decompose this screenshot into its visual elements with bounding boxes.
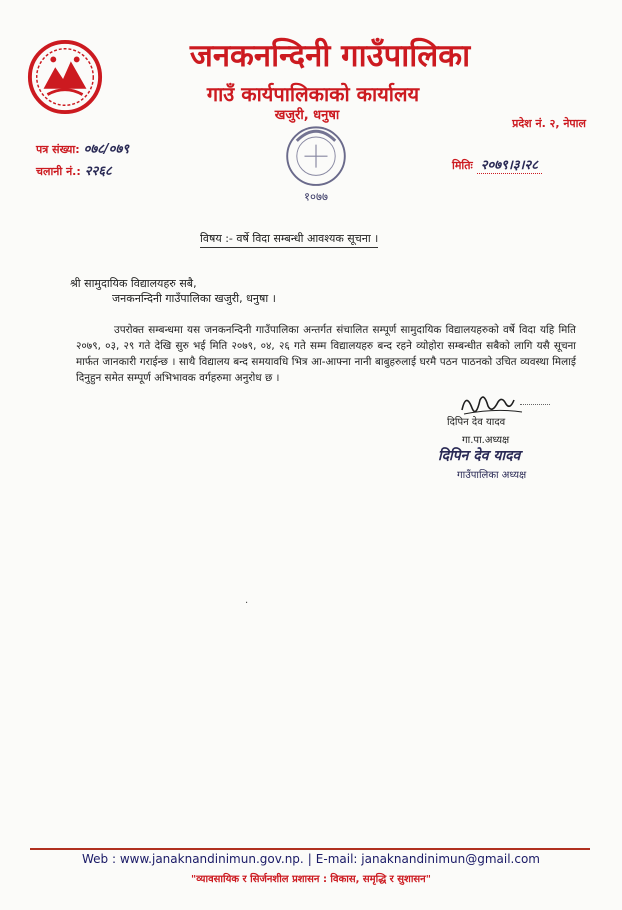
date-label: मितिः xyxy=(452,159,473,172)
letter-body-text: उपरोक्त सम्बन्धमा यस जनकनन्दिनी गाउँपालिका अन्तर्गत संचालित सम्पूर्ण सामुदायिक विद्यालयहरुको वर्षे विदा यहि मिति २०७९, ०३, २९ गते देखि सुरु भई मिति २०७९, ०४, २६ गते सम्म विद्यालयहरु बन्द रहने व्योहोरा सम्बन्धीत सबैको लागि यसै सूचना मार्फत जानकारी गराईन्छ । साथै विद्यालय बन्द समयावधि भित्र आ-आफ्ना नानी बाबुहरुलाई घरमै पठन पाठनको उचित व्यवस्था मिलाई दिनुहुन समेत सम्पूर्ण अभिभावक वर्गहरुमा अनुरोध छ । xyxy=(76,324,576,384)
footer-divider xyxy=(30,848,590,850)
patra-sankhya-value: ०७८/०७९ xyxy=(83,142,129,157)
letterhead-province: प्रदेश नं. २, नेपाल xyxy=(512,117,586,130)
footer-motto: "व्यावसायिक र सिर्जनशील प्रशासन : विकास, समृद्धि र सुशासन" xyxy=(191,874,431,885)
letterhead-title: जनकनन्दिनी गाउँपालिका xyxy=(189,38,471,74)
addressee-line-1: श्री सामुदायिक विद्यालयहरु सबै, xyxy=(70,277,197,290)
signatory-name: दिपिन देव यादव xyxy=(447,417,506,428)
letterhead-subtitle: गाउँ कार्यपालिकाको कार्यालय xyxy=(206,82,420,106)
office-stamp-icon xyxy=(268,112,364,208)
letter-body xyxy=(76,322,576,386)
letterhead-place: खजुरी, धनुषा xyxy=(274,108,340,123)
seal-signatory-role: गाउँपालिका अध्यक्ष xyxy=(457,470,527,481)
date-row xyxy=(452,155,542,173)
signature-dots xyxy=(520,404,550,405)
footer-email[interactable]: E-mail: janaknandinimun@gmail.com xyxy=(315,852,540,866)
date-value: २०७९।३।२८ xyxy=(477,158,542,174)
chalani-row xyxy=(36,161,112,179)
footer-contact xyxy=(0,852,622,866)
scan-speck: · xyxy=(245,598,249,609)
addressee-line-2: जनकनन्दिनी गाउँपालिका खजुरी, धनुषा । xyxy=(112,292,276,305)
chalani-label: चलानी नं.: xyxy=(36,165,81,178)
patra-sankhya-row xyxy=(36,139,129,157)
letter-subject: विषय :- वर्षे विदा सम्बन्धी आवश्यक सूचना । xyxy=(200,231,378,248)
seal-signatory-name: दिपिन देव यादव xyxy=(438,448,521,464)
signatory-role: गा.पा.अध्यक्ष xyxy=(462,435,510,446)
footer-web[interactable]: Web : www.janaknandinimun.gov.np. xyxy=(82,852,304,866)
footer-separator: | xyxy=(307,852,312,866)
nepal-emblem-icon xyxy=(26,38,104,116)
chalani-value: २२६८ xyxy=(84,164,112,179)
stamp-number: १०७७ xyxy=(304,189,328,204)
patra-sankhya-label: पत्र संख्या: xyxy=(36,143,80,156)
